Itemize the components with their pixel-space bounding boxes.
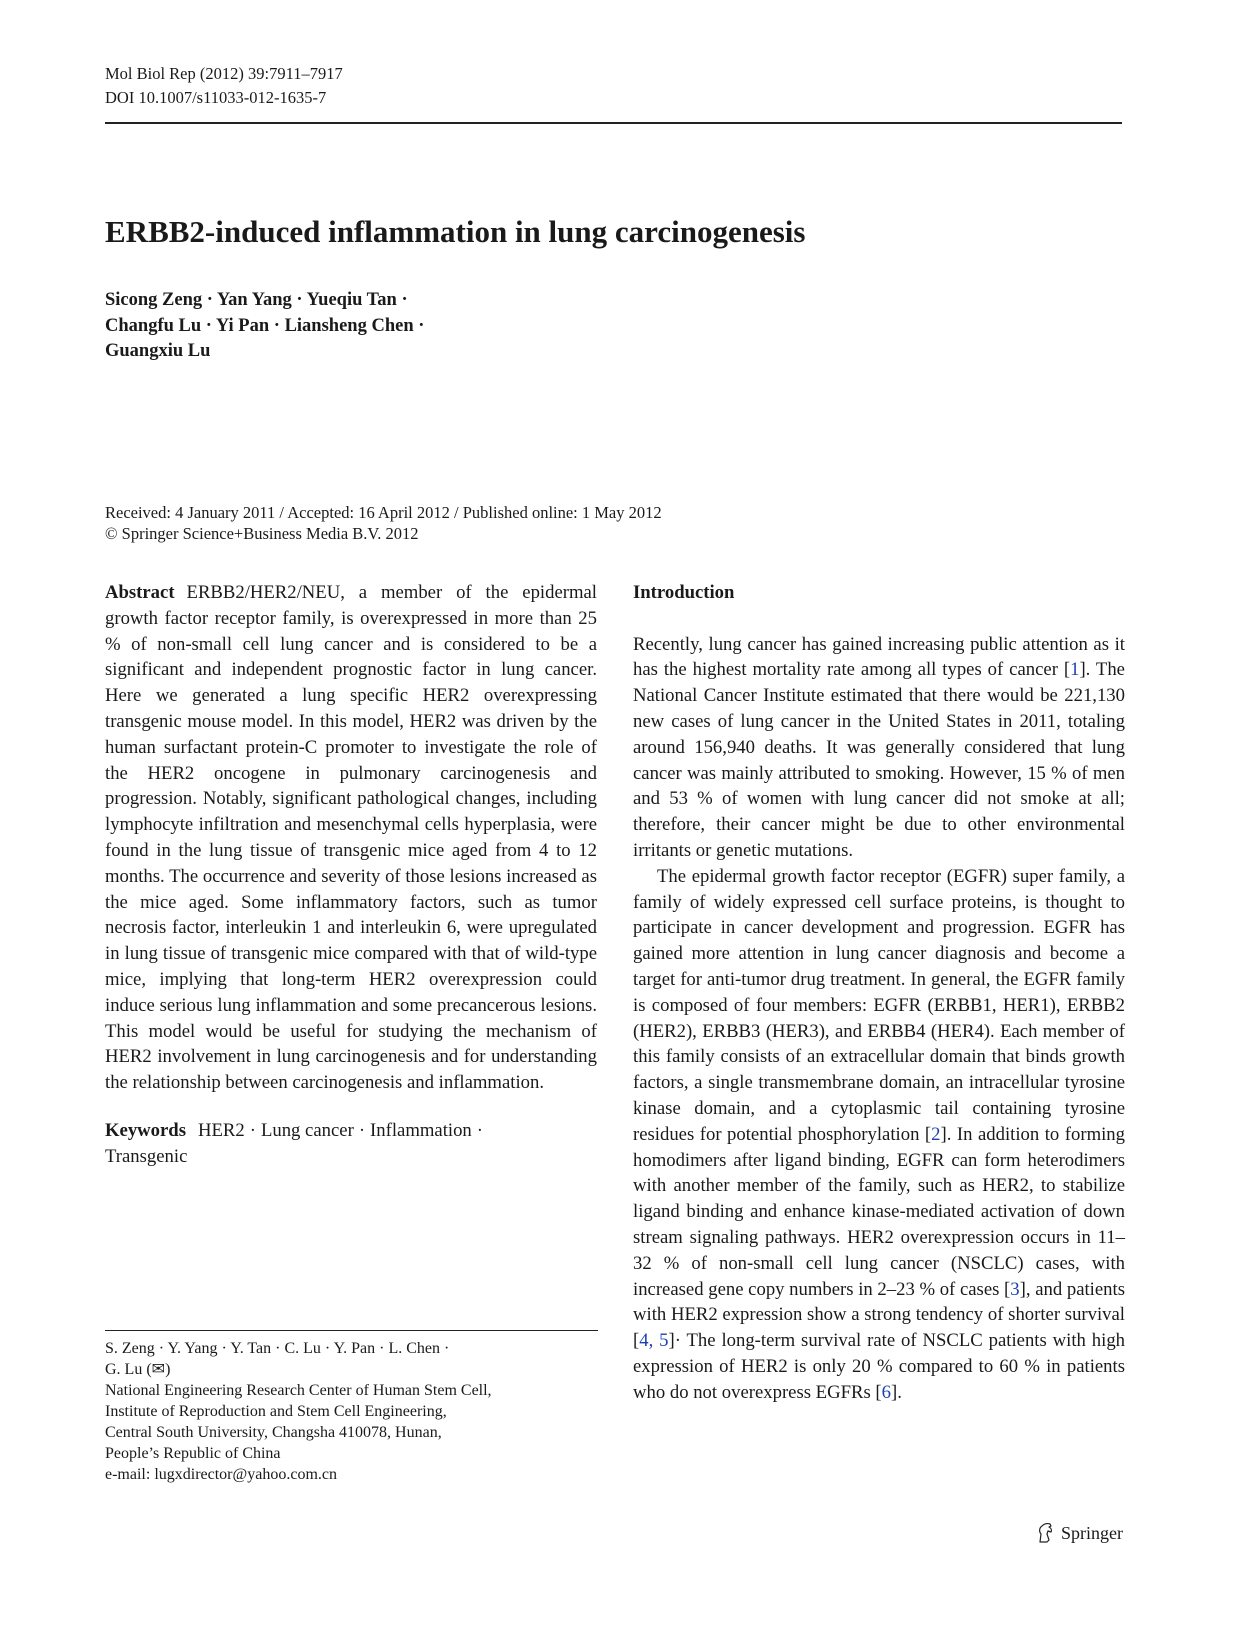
text-run: ], and patients with HER2 expression show a strong tendency of shorter survival [ <box>633 1278 1125 1352</box>
keyword: Transgenic <box>105 1145 188 1167</box>
publisher-logo <box>1036 1522 1123 1544</box>
keyword: Inflammation <box>370 1119 472 1141</box>
text-run: ]. In addition to forming homodimers after ligand binding, EGFR can form heterodimers with another member of the family, such as HER2, to stabilize ligand binding and enhance kinase-mediated activation of down stream signaling pathways. HER2 overexpression occurs in 11–32 % of non-small cell lung cancer (NSCLC) cases, with increased gene copy numbers in 2–23 % of cases [ <box>633 1123 1125 1300</box>
keyword-separator: · <box>249 1119 256 1141</box>
address-line: People’s Republic of China <box>105 1445 281 1462</box>
running-header <box>105 62 343 110</box>
address-line: Central South University, Changsha 410078, Hunan, <box>105 1424 442 1441</box>
abstract-text: ERBB2/HER2/NEU, a member of the epidermal growth factor receptor family, is overexpressed in more than 25 % of non-small cell lung cancer and is considered to be a significant and independent prognostic factor in lung cancer. Here we generated a lung specific HER2 overexpressing transgenic mouse model. In this model, HER2 was driven by the human surfactant protein-C promoter to investigate the role of the HER2 oncogene in pulmonary carcinogenesis and progression. Notably, significant pathological changes, including lymphocyte infiltration and mesenchymal cells hyperplasia, were found in the lung tissue of transgenic mice aged from 4 to 12 months. The occurrence and severity of those lesions increased as the mice aged. Some inflammatory factors, such as tumor necrosis factor, interleukin 1 and interleukin 6, were upregulated in lung tissue of transgenic mice compared with that of wild-type mice, implying that long-term HER2 overexpression could induce serious lung inflammation and some precancerous lesions. This model would be useful for studying the mechanism of HER2 involvement in lung carcinogenesis and for understanding the relationship between carcinogenesis and inflammation. <box>105 582 597 1094</box>
author-line: Sicong Zeng · Yan Yang · Yueqiu Tan · <box>105 290 408 310</box>
copyright-line: © Springer Science+Business Media B.V. 2012 <box>105 524 419 543</box>
springer-horse-icon <box>1036 1522 1056 1544</box>
text-run: ]· The long-term survival rate of NSCLC patients with high expression of HER2 is only 20 % compared to 60 % in patients who do not overexpress EGFRs [ <box>633 1330 1126 1403</box>
author-list <box>105 288 424 365</box>
text-run: The epidermal growth factor receptor (EGFR) super family, a family of widely expressed cell surface proteins, is thought to participate in cancer development and progression. EGFR has gained more attention in lung cancer diagnosis and become a target for anti-tumor drug treatment. In general, the EGFR family is composed of four members: EGFR (ERBB1, HER1), ERBB2 (HER2), ERBB3 (HER3), and ERBB4 (HER4). Each member of this family consists of an extracellular domain that binds growth factors, a single transmembrane domain, an intracellular tyrosine kinase domain, and a cytoplasmic tail containing tyrosine residues for potential phosphorylation [ <box>633 865 1125 1145</box>
keyword: Lung cancer <box>260 1119 354 1141</box>
address-line: National Engineering Research Center of Human Stem Cell, <box>105 1382 492 1399</box>
keyword: HER2 <box>197 1119 245 1141</box>
keywords-label: Keywords <box>105 1119 186 1141</box>
publisher-name: Springer <box>1061 1523 1123 1543</box>
affiliation-footnote <box>105 1338 598 1485</box>
text-run: , <box>648 1330 660 1352</box>
keyword-separator: · <box>476 1119 483 1141</box>
publication-dates <box>105 502 662 544</box>
text-run: ]. <box>890 1381 902 1403</box>
abstract <box>105 580 597 1096</box>
journal-citation: Mol Biol Rep (2012) 39:7911–7917 <box>105 64 343 83</box>
address-line: Institute of Reproduction and Stem Cell Engineering, <box>105 1403 447 1420</box>
author-line: Changfu Lu · Yi Pan · Liansheng Chen · <box>105 315 425 336</box>
right-column <box>633 580 1125 1406</box>
email: e-mail: lugxdirector@yahoo.com.cn <box>105 1466 337 1483</box>
corresponding-author: G. Lu (✉) <box>105 1361 171 1378</box>
affiliation-names: S. Zeng · Y. Yang · Y. Tan · C. Lu · Y. Pan · L. Chen · <box>105 1340 450 1357</box>
citation-link[interactable]: 1 <box>1070 659 1080 681</box>
keyword-separator: · <box>358 1119 366 1141</box>
article-title: ERBB2-induced inflammation in lung carcinogenesis <box>105 214 806 249</box>
citation-link[interactable]: 6 <box>881 1381 891 1403</box>
text-run: ]. The National Cancer Institute estimated that there would be 221,130 new cases of lung cancer in the United States in 2011, totaling around 156,940 deaths. It was generally considered that lung cancer was mainly attributed to smoking. However, 15 % of men and 53 % of women with lung cancer did not smoke at all; therefore, their cancer might be due to other environmental irritants or genetic mutations. <box>633 659 1125 861</box>
keywords <box>105 1118 597 1170</box>
text-run: Recently, lung cancer has gained increasing public attention as it has the highest mortality rate among all types of cancer [ <box>633 633 1125 681</box>
intro-paragraph-1 <box>633 632 1125 864</box>
left-column <box>105 580 597 1170</box>
intro-paragraph-2 <box>633 864 1125 1406</box>
received-accepted-line: Received: 4 January 2011 / Accepted: 16 April 2012 / Published online: 1 May 2012 <box>105 503 662 522</box>
author-line: Guangxiu Lu <box>105 341 211 361</box>
citation-link[interactable]: 2 <box>931 1123 941 1145</box>
citation-link[interactable]: 4 <box>639 1330 649 1352</box>
doi: DOI 10.1007/s11033-012-1635-7 <box>105 88 327 107</box>
section-heading-introduction: Introduction <box>633 582 735 603</box>
citation-link[interactable]: 5 <box>659 1330 669 1352</box>
footnote-rule <box>105 1330 598 1331</box>
abstract-label: Abstract <box>105 582 175 603</box>
citation-link[interactable]: 3 <box>1010 1278 1020 1300</box>
header-rule <box>105 122 1122 124</box>
